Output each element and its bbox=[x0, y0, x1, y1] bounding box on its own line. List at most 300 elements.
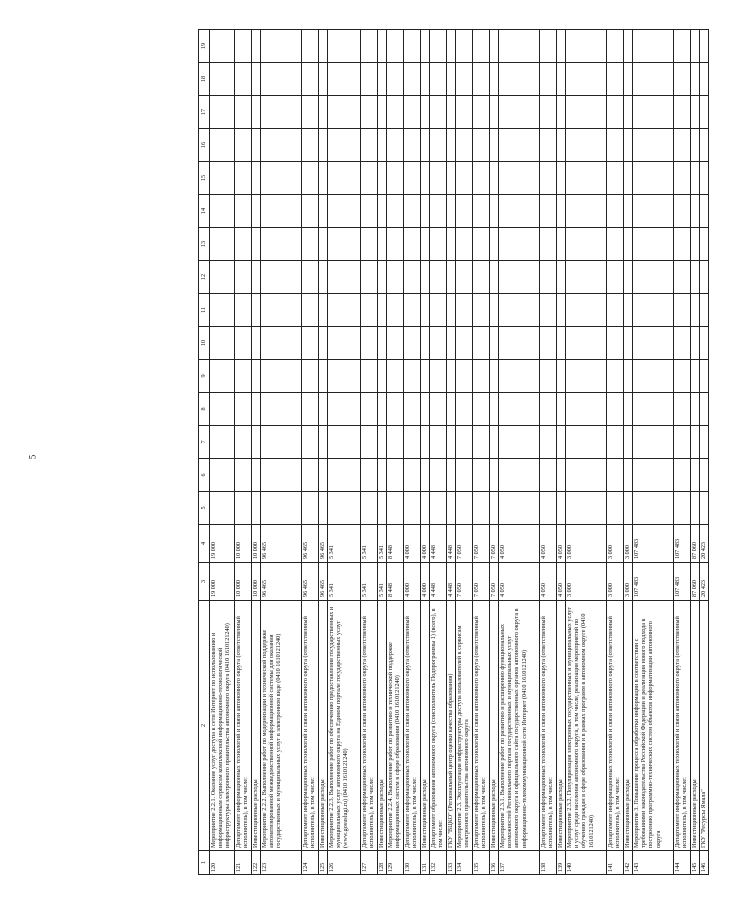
empty-cell bbox=[623, 261, 632, 294]
empty-cell bbox=[606, 327, 623, 360]
empty-cell bbox=[623, 426, 632, 459]
value-col3-cell: 107 483 bbox=[632, 563, 673, 601]
budget-table bbox=[198, 29, 709, 875]
empty-cell bbox=[318, 492, 327, 525]
empty-cell bbox=[327, 63, 360, 96]
empty-cell bbox=[429, 459, 446, 492]
value-col4-cell: 10 000 bbox=[234, 525, 251, 563]
empty-cell bbox=[699, 492, 708, 525]
row-description-cell: Мероприятие 2.3. Эксплуатация инфраструктуры доступа пользователей к сервисам электронного правительства автономного округа bbox=[455, 601, 472, 851]
empty-cell bbox=[234, 492, 251, 525]
empty-cell bbox=[556, 294, 565, 327]
empty-cell bbox=[565, 261, 606, 294]
row-number-cell: 137 bbox=[498, 851, 539, 875]
value-col3-cell: 19 000 bbox=[209, 563, 234, 601]
empty-cell bbox=[386, 393, 403, 426]
empty-cell bbox=[301, 195, 318, 228]
empty-cell bbox=[673, 327, 690, 360]
empty-cell bbox=[209, 162, 234, 195]
column-number-16: 16 bbox=[198, 129, 209, 162]
row-number-cell: 145 bbox=[690, 851, 699, 875]
empty-cell bbox=[327, 459, 360, 492]
column-number-17: 17 bbox=[198, 96, 209, 129]
row-description-cell: Инвестиционные расходы bbox=[251, 601, 260, 851]
empty-cell bbox=[251, 96, 260, 129]
empty-cell bbox=[623, 327, 632, 360]
empty-cell bbox=[489, 162, 498, 195]
empty-cell bbox=[673, 360, 690, 393]
empty-cell bbox=[455, 162, 472, 195]
empty-cell bbox=[489, 261, 498, 294]
value-col3-cell: 4 000 bbox=[403, 563, 420, 601]
row-number-cell: 146 bbox=[699, 851, 708, 875]
empty-cell bbox=[606, 30, 623, 63]
value-col3-cell: 3 000 bbox=[565, 563, 606, 601]
empty-cell bbox=[377, 195, 386, 228]
empty-cell bbox=[318, 459, 327, 492]
empty-cell bbox=[489, 129, 498, 162]
row-description-cell: Департамент информационных технологий и связи автономного округа (ответственный исполнитель), в том числе: bbox=[673, 601, 690, 851]
empty-cell bbox=[498, 459, 539, 492]
empty-cell bbox=[446, 426, 455, 459]
empty-cell bbox=[446, 162, 455, 195]
empty-cell bbox=[251, 129, 260, 162]
empty-cell bbox=[429, 228, 446, 261]
empty-cell bbox=[489, 96, 498, 129]
empty-cell bbox=[699, 129, 708, 162]
empty-cell bbox=[632, 195, 673, 228]
row-description-cell: Департамент информационных технологий и связи автономного округа (ответственный исполнитель), в том числе: bbox=[403, 601, 420, 851]
empty-cell bbox=[209, 63, 234, 96]
empty-cell bbox=[318, 393, 327, 426]
empty-cell bbox=[699, 426, 708, 459]
empty-cell bbox=[699, 360, 708, 393]
empty-cell bbox=[623, 228, 632, 261]
empty-cell bbox=[539, 30, 556, 63]
empty-cell bbox=[699, 393, 708, 426]
empty-cell bbox=[690, 228, 699, 261]
column-number-5: 5 bbox=[198, 492, 209, 525]
empty-cell bbox=[209, 96, 234, 129]
empty-cell bbox=[455, 228, 472, 261]
empty-cell bbox=[472, 327, 489, 360]
empty-cell bbox=[386, 294, 403, 327]
table-row bbox=[498, 30, 539, 875]
empty-cell bbox=[260, 195, 301, 228]
empty-cell bbox=[403, 261, 420, 294]
empty-cell bbox=[565, 492, 606, 525]
value-col3-cell: 4 000 bbox=[420, 563, 429, 601]
empty-cell bbox=[556, 327, 565, 360]
empty-cell bbox=[446, 360, 455, 393]
empty-cell bbox=[301, 426, 318, 459]
empty-cell bbox=[539, 492, 556, 525]
empty-cell bbox=[565, 459, 606, 492]
empty-cell bbox=[251, 30, 260, 63]
empty-cell bbox=[403, 360, 420, 393]
empty-cell bbox=[420, 459, 429, 492]
empty-cell bbox=[455, 459, 472, 492]
empty-cell bbox=[623, 492, 632, 525]
empty-cell bbox=[301, 492, 318, 525]
empty-cell bbox=[234, 30, 251, 63]
empty-cell bbox=[539, 294, 556, 327]
empty-cell bbox=[623, 294, 632, 327]
table-row bbox=[699, 30, 708, 875]
value-col4-cell: 4 448 bbox=[429, 525, 446, 563]
empty-cell bbox=[446, 63, 455, 96]
empty-cell bbox=[446, 459, 455, 492]
row-description-cell: Департамент информационных технологий и связи автономного округа (ответственный исполнитель), в том числе: bbox=[539, 601, 556, 851]
empty-cell bbox=[377, 360, 386, 393]
value-col3-cell: 10 000 bbox=[251, 563, 260, 601]
table-row bbox=[301, 30, 318, 875]
row-number-cell: 140 bbox=[565, 851, 606, 875]
empty-cell bbox=[301, 30, 318, 63]
empty-cell bbox=[565, 393, 606, 426]
empty-cell bbox=[472, 492, 489, 525]
empty-cell bbox=[539, 162, 556, 195]
row-number-cell: 131 bbox=[420, 851, 429, 875]
empty-cell bbox=[429, 96, 446, 129]
empty-cell bbox=[565, 228, 606, 261]
empty-cell bbox=[260, 459, 301, 492]
empty-cell bbox=[327, 261, 360, 294]
empty-cell bbox=[489, 459, 498, 492]
empty-cell bbox=[446, 393, 455, 426]
value-col4-cell: 96 465 bbox=[301, 525, 318, 563]
value-col4-cell: 4 050 bbox=[556, 525, 565, 563]
empty-cell bbox=[565, 30, 606, 63]
empty-cell bbox=[386, 492, 403, 525]
row-number-cell: 124 bbox=[301, 851, 318, 875]
row-number-cell: 132 bbox=[429, 851, 446, 875]
empty-cell bbox=[301, 228, 318, 261]
row-description-cell: Департамент информационных технологий и связи автономного округа (ответственный исполнитель), в том числе: bbox=[606, 601, 623, 851]
empty-cell bbox=[498, 426, 539, 459]
row-number-cell: 134 bbox=[455, 851, 472, 875]
empty-cell bbox=[472, 459, 489, 492]
empty-cell bbox=[403, 162, 420, 195]
empty-cell bbox=[360, 360, 377, 393]
empty-cell bbox=[420, 261, 429, 294]
empty-cell bbox=[455, 426, 472, 459]
empty-cell bbox=[386, 129, 403, 162]
empty-cell bbox=[673, 195, 690, 228]
column-number-4: 4 bbox=[198, 525, 209, 563]
table-row bbox=[377, 30, 386, 875]
empty-cell bbox=[420, 327, 429, 360]
empty-cell bbox=[539, 327, 556, 360]
empty-cell bbox=[209, 228, 234, 261]
column-number-1: 1 bbox=[198, 851, 209, 875]
empty-cell bbox=[472, 228, 489, 261]
empty-cell bbox=[455, 327, 472, 360]
empty-cell bbox=[360, 228, 377, 261]
empty-cell bbox=[565, 129, 606, 162]
empty-cell bbox=[327, 360, 360, 393]
table-row bbox=[209, 30, 234, 875]
empty-cell bbox=[420, 63, 429, 96]
empty-cell bbox=[318, 261, 327, 294]
row-description-cell: Мероприятие 2.2.1. Оказание услуг доступа к сети Интернет по использованию и информационным сервисам комплексной информационно-технологической инфраструктуры электронного правительства автономного округа (0410 1610121240) bbox=[209, 601, 234, 851]
empty-cell bbox=[489, 492, 498, 525]
empty-cell bbox=[623, 459, 632, 492]
table-row bbox=[251, 30, 260, 875]
budget-table-sheet bbox=[198, 30, 743, 875]
empty-cell bbox=[690, 459, 699, 492]
empty-cell bbox=[690, 63, 699, 96]
empty-cell bbox=[673, 129, 690, 162]
empty-cell bbox=[234, 195, 251, 228]
value-col3-cell: 87 060 bbox=[690, 563, 699, 601]
empty-cell bbox=[327, 96, 360, 129]
value-col4-cell: 7 050 bbox=[455, 525, 472, 563]
empty-cell bbox=[377, 96, 386, 129]
empty-cell bbox=[377, 426, 386, 459]
empty-cell bbox=[403, 63, 420, 96]
column-number-row bbox=[198, 30, 209, 875]
empty-cell bbox=[472, 426, 489, 459]
empty-cell bbox=[455, 63, 472, 96]
empty-cell bbox=[234, 393, 251, 426]
empty-cell bbox=[606, 459, 623, 492]
empty-cell bbox=[429, 393, 446, 426]
empty-cell bbox=[623, 63, 632, 96]
empty-cell bbox=[327, 393, 360, 426]
empty-cell bbox=[403, 393, 420, 426]
empty-cell bbox=[556, 360, 565, 393]
empty-cell bbox=[632, 129, 673, 162]
empty-cell bbox=[301, 261, 318, 294]
empty-cell bbox=[327, 195, 360, 228]
empty-cell bbox=[556, 228, 565, 261]
empty-cell bbox=[251, 426, 260, 459]
column-number-13: 13 bbox=[198, 228, 209, 261]
empty-cell bbox=[209, 393, 234, 426]
empty-cell bbox=[386, 360, 403, 393]
value-col4-cell: 3 000 bbox=[623, 525, 632, 563]
column-number-14: 14 bbox=[198, 195, 209, 228]
row-number-cell: 128 bbox=[377, 851, 386, 875]
value-col3-cell: 96 465 bbox=[260, 563, 301, 601]
value-col4-cell: 20 423 bbox=[699, 525, 708, 563]
column-number-11: 11 bbox=[198, 294, 209, 327]
empty-cell bbox=[318, 360, 327, 393]
empty-cell bbox=[386, 459, 403, 492]
empty-cell bbox=[377, 228, 386, 261]
row-description-cell: Департамент образования автономного округа (соисполнитель Подпрограммы 1) (всего), в том числе: bbox=[429, 601, 446, 851]
empty-cell bbox=[386, 30, 403, 63]
empty-cell bbox=[446, 294, 455, 327]
empty-cell bbox=[623, 393, 632, 426]
empty-cell bbox=[606, 96, 623, 129]
empty-cell bbox=[498, 96, 539, 129]
empty-cell bbox=[498, 261, 539, 294]
empty-cell bbox=[606, 294, 623, 327]
empty-cell bbox=[446, 261, 455, 294]
empty-cell bbox=[251, 261, 260, 294]
empty-cell bbox=[403, 96, 420, 129]
empty-cell bbox=[699, 195, 708, 228]
empty-cell bbox=[489, 393, 498, 426]
empty-cell bbox=[260, 129, 301, 162]
value-col3-cell: 4 050 bbox=[498, 563, 539, 601]
empty-cell bbox=[606, 492, 623, 525]
empty-cell bbox=[489, 63, 498, 96]
empty-cell bbox=[209, 129, 234, 162]
row-number-cell: 139 bbox=[556, 851, 565, 875]
empty-cell bbox=[690, 96, 699, 129]
empty-cell bbox=[360, 294, 377, 327]
empty-cell bbox=[403, 195, 420, 228]
value-col3-cell: 4 050 bbox=[556, 563, 565, 601]
empty-cell bbox=[699, 261, 708, 294]
empty-cell bbox=[403, 228, 420, 261]
empty-cell bbox=[429, 195, 446, 228]
empty-cell bbox=[429, 426, 446, 459]
empty-cell bbox=[539, 459, 556, 492]
empty-cell bbox=[377, 327, 386, 360]
value-col4-cell: 5 341 bbox=[377, 525, 386, 563]
column-number-7: 7 bbox=[198, 426, 209, 459]
empty-cell bbox=[632, 426, 673, 459]
empty-cell bbox=[489, 228, 498, 261]
empty-cell bbox=[327, 162, 360, 195]
empty-cell bbox=[251, 459, 260, 492]
empty-cell bbox=[623, 30, 632, 63]
empty-cell bbox=[623, 195, 632, 228]
empty-cell bbox=[420, 129, 429, 162]
empty-cell bbox=[556, 30, 565, 63]
empty-cell bbox=[446, 129, 455, 162]
empty-cell bbox=[632, 393, 673, 426]
empty-cell bbox=[429, 30, 446, 63]
empty-cell bbox=[632, 162, 673, 195]
empty-cell bbox=[301, 129, 318, 162]
empty-cell bbox=[327, 492, 360, 525]
row-number-cell: 120 bbox=[209, 851, 234, 875]
row-number-cell: 144 bbox=[673, 851, 690, 875]
value-col4-cell: 107 483 bbox=[632, 525, 673, 563]
empty-cell bbox=[690, 360, 699, 393]
column-number-19: 19 bbox=[198, 30, 209, 63]
empty-cell bbox=[234, 426, 251, 459]
empty-cell bbox=[606, 426, 623, 459]
empty-cell bbox=[565, 327, 606, 360]
empty-cell bbox=[606, 162, 623, 195]
empty-cell bbox=[360, 459, 377, 492]
empty-cell bbox=[301, 294, 318, 327]
empty-cell bbox=[556, 129, 565, 162]
empty-cell bbox=[260, 492, 301, 525]
value-col3-cell: 3 000 bbox=[606, 563, 623, 601]
table-row bbox=[386, 30, 403, 875]
empty-cell bbox=[251, 360, 260, 393]
column-number-9: 9 bbox=[198, 360, 209, 393]
empty-cell bbox=[251, 63, 260, 96]
empty-cell bbox=[623, 162, 632, 195]
empty-cell bbox=[209, 459, 234, 492]
empty-cell bbox=[632, 459, 673, 492]
empty-cell bbox=[251, 294, 260, 327]
column-number-8: 8 bbox=[198, 393, 209, 426]
empty-cell bbox=[472, 30, 489, 63]
empty-cell bbox=[472, 129, 489, 162]
empty-cell bbox=[301, 162, 318, 195]
empty-cell bbox=[360, 129, 377, 162]
empty-cell bbox=[260, 327, 301, 360]
table-row bbox=[489, 30, 498, 875]
empty-cell bbox=[260, 162, 301, 195]
value-col3-cell: 4 050 bbox=[539, 563, 556, 601]
row-number-cell: 123 bbox=[260, 851, 301, 875]
empty-cell bbox=[360, 96, 377, 129]
empty-cell bbox=[606, 129, 623, 162]
empty-cell bbox=[429, 360, 446, 393]
empty-cell bbox=[690, 327, 699, 360]
table-row bbox=[429, 30, 446, 875]
empty-cell bbox=[301, 360, 318, 393]
empty-cell bbox=[455, 360, 472, 393]
table-row bbox=[234, 30, 251, 875]
empty-cell bbox=[556, 162, 565, 195]
empty-cell bbox=[690, 393, 699, 426]
empty-cell bbox=[623, 360, 632, 393]
value-col3-cell: 5 341 bbox=[360, 563, 377, 601]
value-col3-cell: 4 448 bbox=[429, 563, 446, 601]
empty-cell bbox=[446, 195, 455, 228]
empty-cell bbox=[498, 63, 539, 96]
empty-cell bbox=[498, 327, 539, 360]
empty-cell bbox=[209, 294, 234, 327]
empty-cell bbox=[318, 63, 327, 96]
empty-cell bbox=[420, 195, 429, 228]
empty-cell bbox=[403, 459, 420, 492]
empty-cell bbox=[556, 459, 565, 492]
empty-cell bbox=[301, 459, 318, 492]
empty-cell bbox=[690, 195, 699, 228]
empty-cell bbox=[472, 393, 489, 426]
value-col4-cell: 5 341 bbox=[360, 525, 377, 563]
empty-cell bbox=[360, 195, 377, 228]
table-row bbox=[318, 30, 327, 875]
empty-cell bbox=[556, 426, 565, 459]
empty-cell bbox=[498, 492, 539, 525]
empty-cell bbox=[699, 327, 708, 360]
empty-cell bbox=[699, 162, 708, 195]
empty-cell bbox=[623, 96, 632, 129]
empty-cell bbox=[632, 261, 673, 294]
empty-cell bbox=[606, 261, 623, 294]
empty-cell bbox=[234, 129, 251, 162]
value-col3-cell: 96 465 bbox=[301, 563, 318, 601]
empty-cell bbox=[403, 426, 420, 459]
table-row bbox=[565, 30, 606, 875]
row-description-cell: Мероприятие 2.2.3. Выполнение работ по обеспечению предоставления государственных и муниципальных услуг автономного округа на Едином портале государственных услуг (www.gosuslugi.ru) (0410 1610121240) bbox=[327, 601, 360, 851]
row-description-cell: Мероприятие 2.3.2. Популяризация электронных государственных и муниципальных услуг и услуг среди населения автономного округа, в том числе, реализация мероприятий по обучению граждан в сфере образования и в рамках программ в автономном округе (0410 1610121240) bbox=[565, 601, 606, 851]
empty-cell bbox=[327, 327, 360, 360]
row-description-cell: Инвестиционные расходы bbox=[690, 601, 699, 851]
empty-cell bbox=[472, 261, 489, 294]
table-row bbox=[690, 30, 699, 875]
empty-cell bbox=[455, 261, 472, 294]
value-col3-cell: 5 341 bbox=[327, 563, 360, 601]
row-description-cell: Мероприятие 3. Повышение процесса обработки информации в соответствии с требованиями законодательства Российской Федерации и реализация нового подхода к построению программно-технических систем объектов информатизации автономного округа bbox=[632, 601, 673, 851]
value-col3-cell: 4 448 bbox=[446, 563, 455, 601]
row-number-cell: 133 bbox=[446, 851, 455, 875]
value-col4-cell: 19 000 bbox=[209, 525, 234, 563]
